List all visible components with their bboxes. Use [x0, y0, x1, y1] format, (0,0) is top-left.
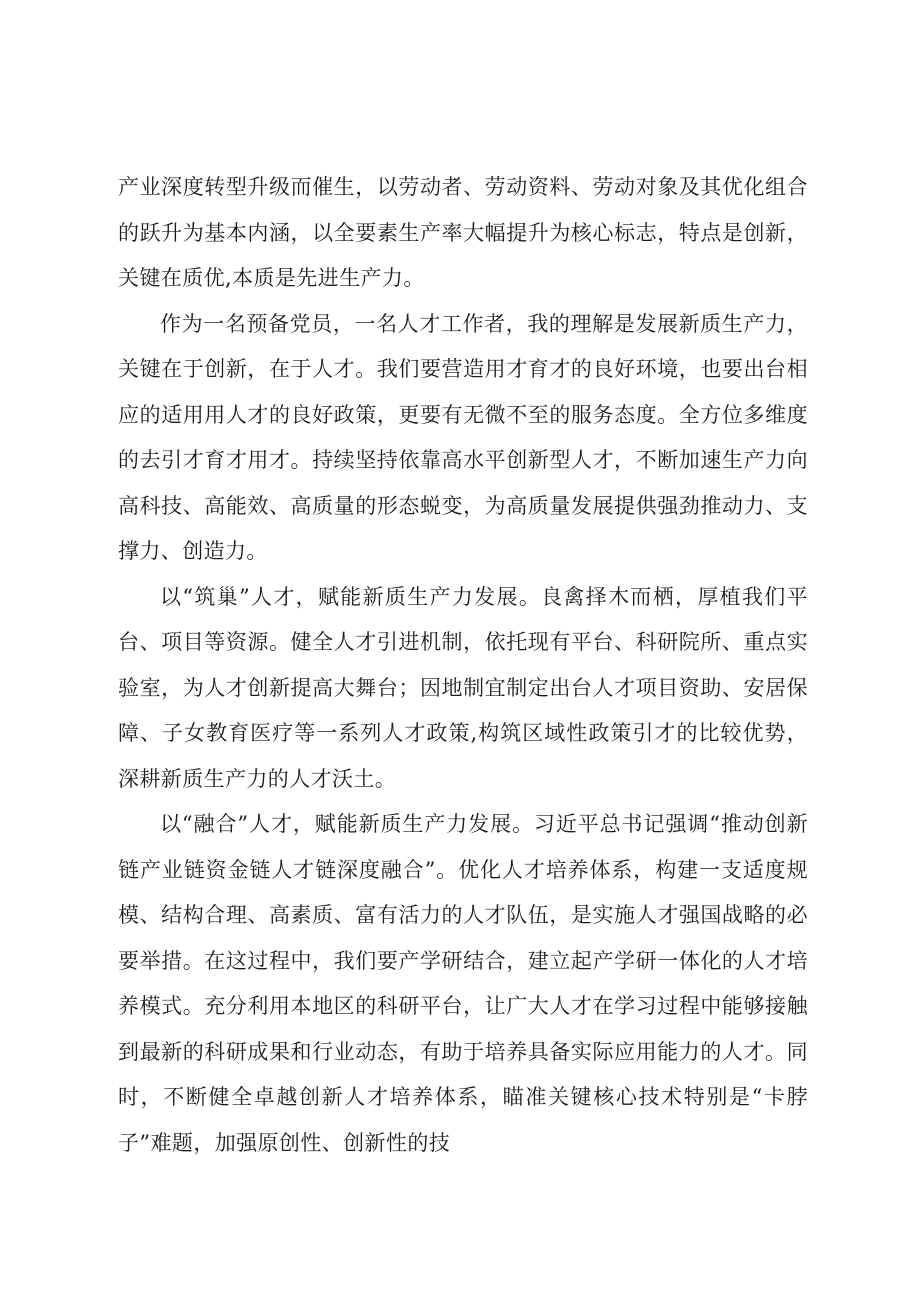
- paragraph-nest-talent: 以“筑巢”人才，赋能新质生产力发展。良禽择木而栖，厚植我们平台、项目等资源。健全人才引进机制，依托现有平台、科研院所、重点实验室，为人才创新提高大舞台；因地制宜制定出台人才项目资助、安居保障、子女教育医疗等一系列人才政策,构筑区域性政策引才的比较优势，深耕新质生产力的人才沃土。: [118, 584, 808, 791]
- paragraph-integrate-talent: 以“融合”人才，赋能新质生产力发展。习近平总书记强调“推动创新链产业链资金链人才链深度融合”。优化人才培养体系，构建一支适度规模、结构合理、高素质、富有活力的人才队伍，是实施人才强国战略的必要举措。在这过程中，我们要产学研结合，建立起产学研一体化的人才培养模式。充分利用本地区的科研平台，让广大人才在学习过程中能够接触到最新的科研成果和行业动态，有助于培养具备实际应用能力的人才。同时，不断健全卓越创新人才培养体系，瞄准关键核心技术特别是“卡脖子”难题，加强原创性、创新性的技: [118, 812, 808, 1155]
- document-body: [118, 165, 808, 1166]
- paragraph-continued: 产业深度转型升级而催生，以劳动者、劳动资料、劳动对象及其优化组合的跃升为基本内涵，以全要素生产率大幅提升为核心标志，特点是创新，关键在质优,本质是先进生产力。: [118, 175, 808, 290]
- paragraph-understanding: 作为一名预备党员，一名人才工作者，我的理解是发展新质生产力，关键在于创新，在于人才。我们要营造用才育才的良好环境，也要出台相应的适用用人才的良好政策，更要有无微不至的服务态度。全方位多维度的去引才育才用才。持续坚持依靠高水平创新型人才，不断加速生产力向高科技、高能效、高质量的形态蜕变，为高质量发展提供强劲推动力、支撑力、创造力。: [118, 311, 808, 563]
